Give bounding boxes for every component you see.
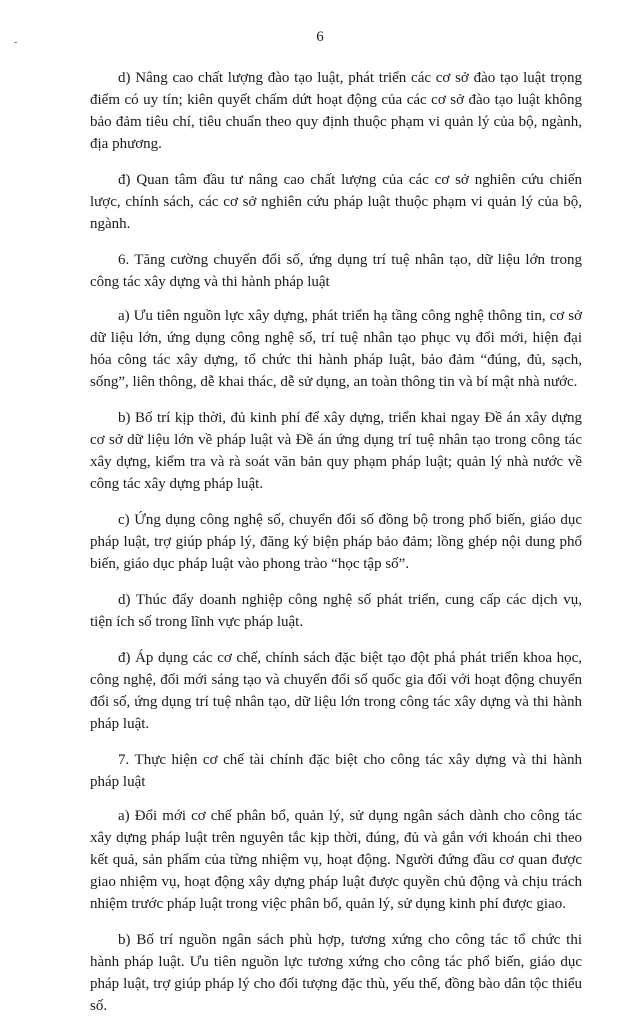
paragraph-6c: c) Ứng dụng công nghệ số, chuyển đổi số đồng bộ trong phổ biến, giáo dục pháp luật, trợ giúp pháp lý, đăng ký biện pháp bảo đảm; lồng ghép nội dung phổ biến, giáo dục pháp luật vào phong trào “học tập số”. [90, 512, 582, 572]
section-6-heading: 6. Tăng cường chuyển đổi số, ứng dụng trí tuệ nhân tạo, dữ liệu lớn trong công tác xây dựng và thi hành pháp luật [90, 252, 582, 290]
paragraph-7b: b) Bố trí nguồn ngân sách phù hợp, tương xứng cho công tác tổ chức thi hành pháp luật. Ưu tiên nguồn lực tương xứng cho công tác phổ biến, giáo dục pháp luật, trợ giúp pháp lý cho đối tượng đặc thù, yếu thế, đồng bào dân tộc thiểu số. [90, 932, 582, 1014]
paragraph-d-training: d) Nâng cao chất lượng đào tạo luật, phát triển các cơ sở đào tạo luật trọng điểm có uy tín; kiên quyết chấm dứt hoạt động của các cơ sở đào tạo luật không bảo đảm tiêu chí, tiêu chuẩn theo quy định thuộc phạm vi quản lý của bộ, ngành, địa phương. [90, 70, 582, 152]
paragraph-6dd: đ) Áp dụng các cơ chế, chính sách đặc biệt tạo đột phá phát triển khoa học, công nghệ, đổi mới sáng tạo và chuyển đổi số quốc gia đối với hoạt động chuyển đổi số, ứng dụng trí tuệ nhân tạo, dữ liệu lớn trong công tác xây dựng và thi hành pháp luật. [90, 650, 582, 732]
document-body [90, 67, 582, 1031]
paragraph-6d: d) Thúc đẩy doanh nghiệp công nghệ số phát triển, cung cấp các dịch vụ, tiện ích số trong lĩnh vực pháp luật. [90, 592, 582, 630]
paragraph-6a: a) Ưu tiên nguồn lực xây dựng, phát triển hạ tầng công nghệ thông tin, cơ sở dữ liệu lớn, ứng dụng công nghệ số, trí tuệ nhân tạo phục vụ đổi mới, hiện đại hóa công tác xây dựng, tổ chức thi hành pháp luật, bảo đảm “đúng, đủ, sạch, sống”, liên thông, dễ khai thác, dễ sử dụng, an toàn thông tin và bí mật nhà nước. [90, 308, 582, 390]
paragraph-6b: b) Bố trí kịp thời, đủ kinh phí để xây dựng, triển khai ngay Đề án xây dựng cơ sở dữ liệu lớn về pháp luật và Đề án ứng dụng trí tuệ nhân tạo trong công tác xây dựng, kiểm tra và rà soát văn bản quy phạm pháp luật; quản lý nhà nước về công tác xây dựng pháp luật. [90, 410, 582, 492]
paragraph-7a: a) Đổi mới cơ chế phân bổ, quản lý, sử dụng ngân sách dành cho công tác xây dựng pháp luật trên nguyên tắc kịp thời, đúng, đủ và gắn với khoán chi theo kết quả, sản phẩm của từng nhiệm vụ, hoạt động. Người đứng đầu cơ quan được giao nhiệm vụ, hoạt động xây dựng pháp luật được quyền chủ động và chịu trách nhiệm trước pháp luật trong việc phân bổ, quản lý, sử dụng kinh phí được giao. [90, 808, 582, 912]
scan-mark: - [14, 37, 18, 48]
section-7-heading: 7. Thực hiện cơ chế tài chính đặc biệt cho công tác xây dựng và thi hành pháp luật [90, 752, 582, 790]
page-number: 6 [316, 29, 324, 45]
paragraph-dd-research: đ) Quan tâm đầu tư nâng cao chất lượng của các cơ sở nghiên cứu chiến lược, chính sách, các cơ sở nghiên cứu pháp luật thuộc phạm vi quản lý của bộ, ngành. [90, 172, 582, 232]
